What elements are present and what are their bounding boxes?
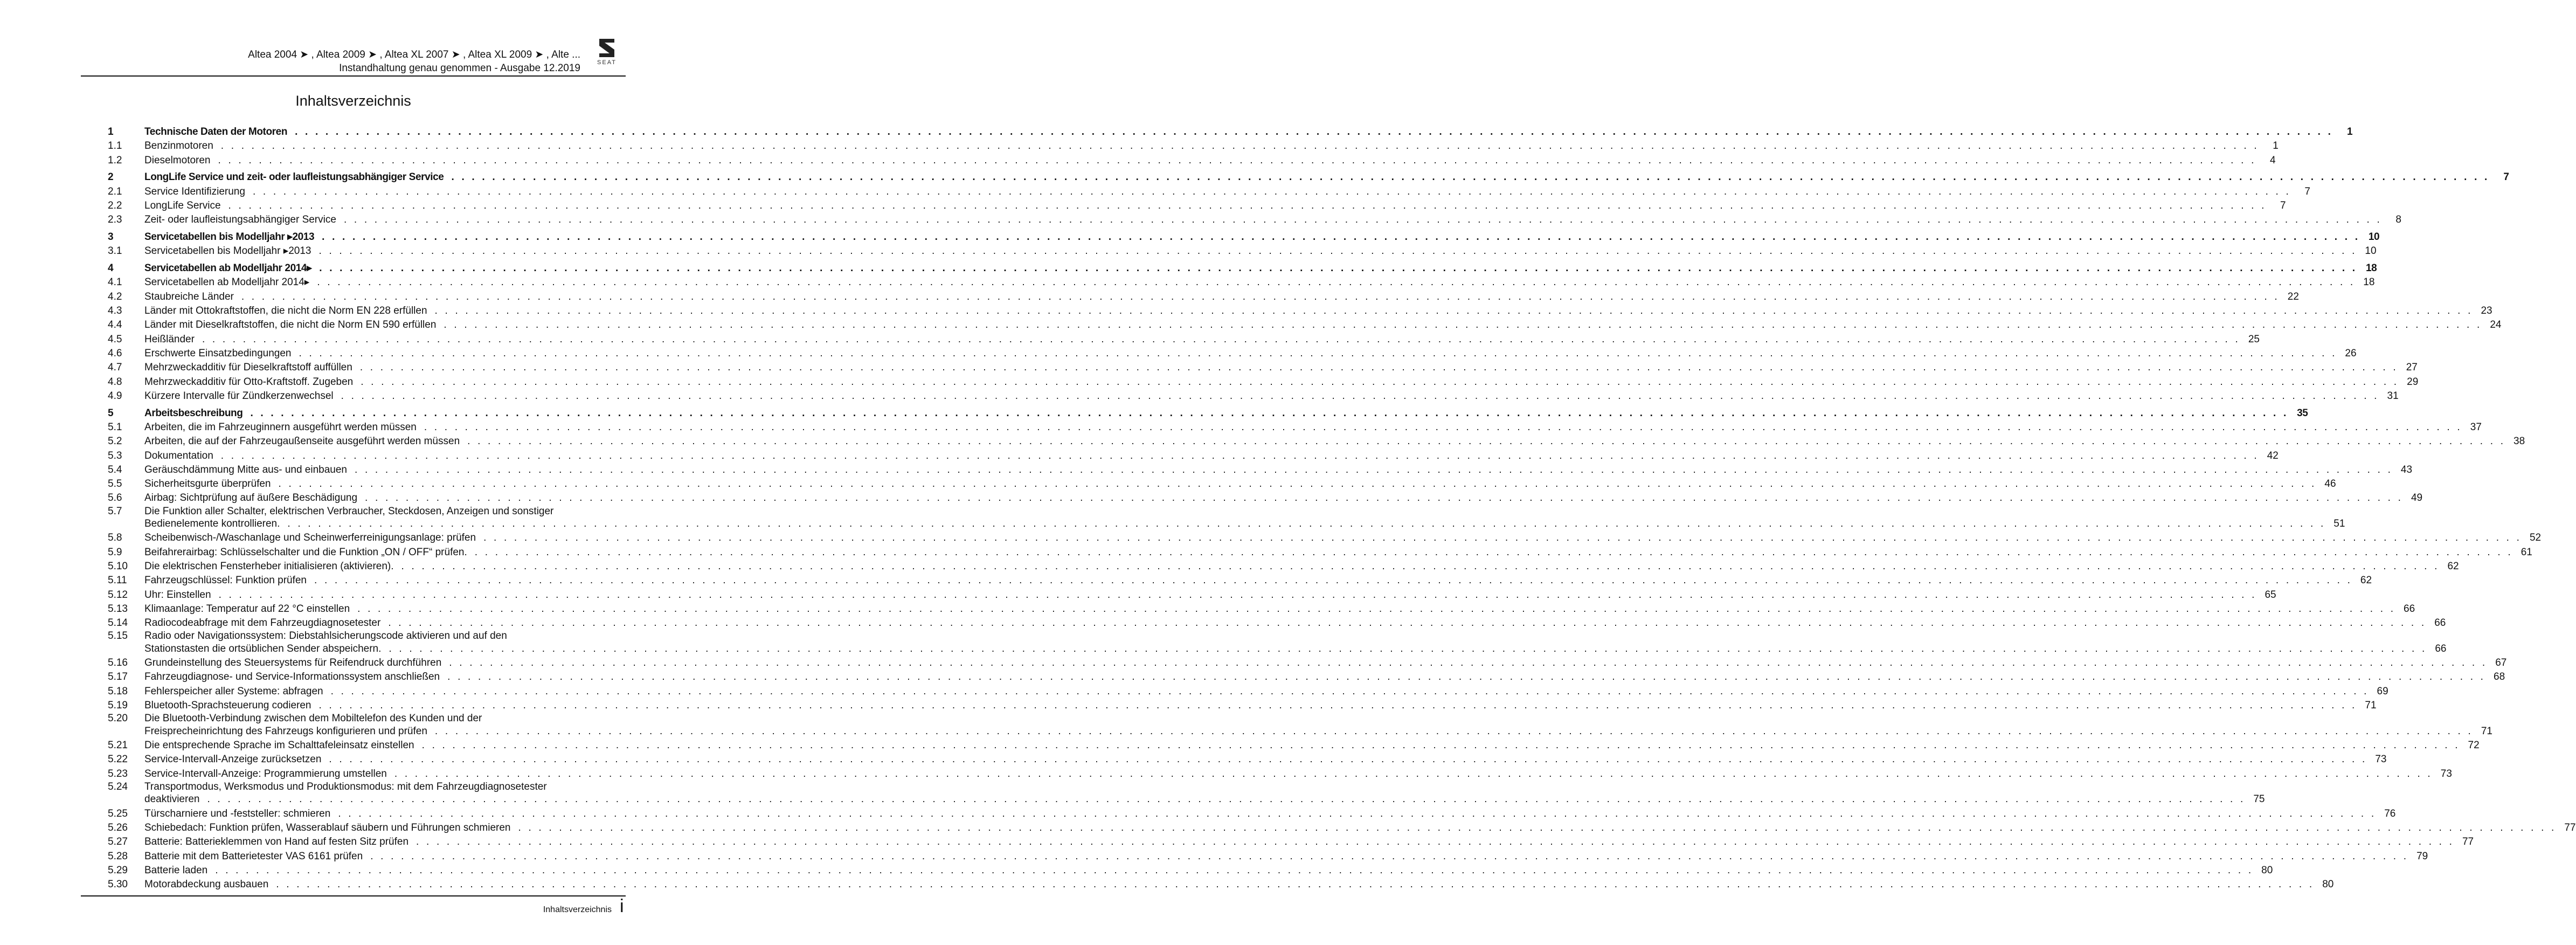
toc-entry[interactable] (108, 139, 2279, 153)
dot-leader: . . . . . . . . . . . . . . . . . . . . . . . . . . . . . . . . . . . . . . . . . . . . . . . . . . . . . . . . . . . . . . . . . . . . . . . . . . . . . . . . . . . . . . . . . . . . . . . . . . . . . . . . . . . . . . . . . . . . . . . . . . . . . . . . . . . . . . . . . . . . . . . . . . . . . . . . . . . . . . . . . . . . . . . . . . . . . . . . . . . . . . . . . . . . . . . . . . . . . . . . (317, 277, 2356, 288)
entry-page: 27 (2406, 362, 2418, 374)
toc-entry[interactable] (108, 685, 2388, 699)
dot-leader: . . . . . . . . . . . . . . . . . . . . . . . . . . . . . . . . . . . . . . . . . . . . . . . . . . . . . . . . . . . . . . . . . . . . . . . . . . . . . . . . . . . . . . . . . . . . . . . . . . . . . . . . . . . . . . . . . . . . . . . . . . . . . . . . . . . . . . . . . . . . . . . . . . . . . . . . . . . . . . . . . . . . . . . . . . . . . . . . . . . . . . . . . . . . . . . . . . . . . . . . (252, 185, 2291, 197)
entry-page: 80 (2322, 879, 2334, 891)
entry-page: 7 (2280, 199, 2286, 211)
entry-title-continued: Freisprecheinrichtung des Fahrzeugs konfigurieren und prüfen (144, 725, 427, 737)
dot-leader: . . . . . . . . . . . . . . . . . . . . . . . . . . . . . . . . . . . . . . . . . . . . . . . . . . . . . . . . . . . . . . . . . . . . . . . . . . . . . . . . . . . . . . . . . . . . . . . . . . . . . . . . . . . . . . . . . . . . . . . . . . . . . . . . . . . . . . . . . . . . . . . . . . . . . . . . . . . . . . . . . . . . . . . . . . . . . . . . . . . . . . . . . . . . . . . . . . . . . . . . (330, 685, 2369, 697)
dot-leader: . . . . . . . . . . . . . . . . . . . . . . . . . . . . . . . . . . . . . . . . . . . . . . . . . . . . . . . . . . . . . . . . . . . . . . . . . . . . . . . . . . . . . . . . . . . . . . . . . . . . . . . . . . . . . . . . . . . . . . . . . . . . . . . . . . . . . . . . . . . . . . . . . . . . . . . . . . . . . . . . . . . . . . . . . . . . . . . . . . . . . . . . . . . . . . . . . . . . . . . . (394, 768, 2433, 780)
entry-title: Technische Daten der Motoren (144, 126, 288, 137)
entry-number: 5.13 (108, 603, 128, 615)
entry-page: 43 (2400, 464, 2413, 475)
entry-title: Dieselmotoren (144, 154, 211, 166)
toc-entry-continued[interactable] (108, 792, 2265, 806)
entry-title: Radiocodeabfrage mit dem Fahrzeugdiagnosetester (144, 617, 381, 629)
entry-number: 4.5 (108, 333, 122, 345)
table-of-contents (108, 125, 2576, 892)
toc-entry[interactable] (108, 347, 2357, 361)
entry-number: 2.3 (108, 214, 122, 226)
entry-number: 5.6 (108, 492, 122, 504)
entry-page: 22 (2287, 291, 2299, 302)
entry-page: 8 (2395, 214, 2401, 226)
dot-leader: . . . . . . . . . . . . . . . . . . . . . . . . . . . . . . . . . . . . . . . . . . . . . . . . . . . . . . . . . . . . . . . . . . . . . . . . . . . . . . . . . . . . . . . . . . . . . . . . . . . . . . . . . . . . . . . . . . . . . . . . . . . . . . . . . . . . . . . . . . . . . . . . . . . . . . . . . . . . . . . . . . . . . . . . . . . . . . . . . . . . . . . . . . . . . . . . . . . . . . . . (218, 154, 2256, 166)
toc-chapter[interactable] (108, 406, 2308, 420)
entry-title: Grundeinstellung des Steuersystems für Reifendruck durchführen (144, 657, 442, 669)
entry-title-continued: Bedienelemente kontrollieren. (144, 518, 280, 530)
svg-text:SEAT: SEAT (597, 59, 617, 66)
toc-entry[interactable] (108, 713, 626, 724)
dot-leader: . . . . . . . . . . . . . . . . . . . . . . . . . . . . . . . . . . . . . . . . . . . . . . . . . . . . . . . . . . . . . . . . . . . . . . . . . . . . . . . . . . . . . . . . . . . . . . . . . . . . . . . . . . . . . . . . . . . . . . . . . . . . . . . . . . . . . . . . . . . . . . . . . . . . . . . . . . . . . . . . . . . . . . . . . . . . . . . . . . . . . . . . . . . . . . . . . . . . . . . . (434, 305, 2473, 317)
entry-number: 5.14 (108, 617, 128, 629)
toc-chapter[interactable] (108, 170, 2509, 184)
entry-page: 4 (2269, 154, 2276, 166)
dot-leader: . . . . . . . . . . . . . . . . . . . . . . . . . . . . . . . . . . . . . . . . . . . . . . . . . . . . . . . . . . . . . . . . . . . . . . . . . . . . . . . . . . . . . . . . . . . . . . . . . . . . . . . . . . . . . . . . . . . . . . . . . . . . . . . . . . . . . . . . . . . . . . . . . . . . . . . . . . . . . . . . . . . . . . . . . . . . . . . . . . . . . . . . . . . . . . . . . . . . . . . . (202, 333, 2240, 345)
entry-page: 7 (2503, 171, 2509, 183)
entry-title: Fehlerspeicher aller Systeme: abfragen (144, 685, 323, 697)
toc-entry[interactable] (108, 304, 2492, 318)
dot-leader: . . . . . . . . . . . . . . . . . . . . . . . . . . . . . . . . . . . . . . . . . . . . . . . . . . . . . . . . . . . . . . . . . . . . . . . . . . . . . . . . . . . . . . . . . . . . . . . . . . . . . . . . . . . . . . . . . . . . . . . . . . . . . . . . . . . . . . . . . . . . . . . . . . . . . . . . . . . . . . . . . . . . . . . . . . . . . . . . . . . . . . . . . . . . . . . . . . . . . . . . (218, 589, 2257, 601)
toc-entry[interactable] (108, 670, 2505, 684)
dot-leader: . . . . . . . . . . . . . . . . . . . . . . . . . . . . . . . . . . . . . . . . . . . . . . . . . . . . . . . . . . . . . . . . . . . . . . . . . . . . . . . . . . . . . . . . . . . . . . . . . . . . . . . . . . . . . . . . . . . . . . . . . . . . . . . . . . . . . . . . . . . . . . . . . . . . . . . . . . . . . . . . . . . . . . . . . . . . . . . . . . . . . . . . . . . . . . . . . . . . . . . . (447, 671, 2486, 683)
dot-leader: . . . . . . . . . . . . . . . . . . . . . . . . . . . . . . . . . . . . . . . . . . . . . . . . . . . . . . . . . . . . . . . . . . . . . . . . . . . . . . . . . . . . . . . . . . . . . . . . . . . . . . . . . . . . . . . . . . . . . . . . . . . . . . . . . . . . . . . . . . . . . . . . . . . . . . . . . . . . . . . . . . . . . . . . . . . . . . . . . . . . . . . . . . . . . . . . . . . . . . . . (228, 199, 2267, 211)
entry-title: Die Funktion aller Schalter, elektrischen Verbraucher, Steckdosen, Anzeigen und sonstiger (144, 505, 554, 517)
entry-number: 4 (108, 263, 114, 274)
entry-number: 5.18 (108, 685, 128, 697)
entry-number: 4.7 (108, 362, 122, 374)
toc-entry[interactable] (108, 333, 2260, 347)
entry-title: Airbag: Sichtprüfung auf äußere Beschädigung (144, 492, 358, 504)
entry-title: Geräuschdämmung Mitte aus- und einbauen (144, 464, 348, 475)
entry-number: 5.8 (108, 532, 122, 544)
entry-title: Servicetabellen bis Modelljahr ▸2013 (144, 245, 311, 257)
toc-entry[interactable] (108, 835, 2474, 849)
toc-entry[interactable] (108, 864, 2273, 878)
toc-entry[interactable] (108, 850, 2428, 864)
dot-leader: . . . . . . . . . . . . . . . . . . . . . . . . . . . . . . . . . . . . . . . . . . . . . . . . . . . . . . . . . . . . . . . . . . . . . . . . . . . . . . . . . . . . . . . . . . . . . . . . . . . . . . . . . . . . . . . . . . . . . . . . . . . . . . . . . . . . . . . . . . . . . . . . . . . . . . . . . . . . . . . . . . . . . . . . . . . . . . . . . . . . . . . . . . . . . . . . . . . . . . . . (220, 450, 2259, 461)
entry-page: 61 (2520, 546, 2532, 558)
entry-page: 66 (2435, 643, 2447, 654)
entry-page: 69 (2377, 685, 2388, 697)
toc-entry[interactable] (108, 753, 2387, 767)
entry-number: 4.4 (108, 319, 122, 331)
entry-title: Bluetooth-Sprachsteuerung codieren (144, 700, 311, 712)
footer-rule (81, 895, 626, 896)
toc-entry[interactable] (108, 656, 2507, 670)
entry-page: 77 (2564, 822, 2576, 833)
dot-leader: . . . . . . . . . . . . . . . . . . . . . . . . . . . . . . . . . . . . . . . . . . . . . . . . . . . . . . . . . . . . . . . . . . . . . . . . . . . . . . . . . . . . . . . . . . . . . . . . . . . . . . . . . . . . . . . . . . . . . . . . . . . . . . . . . . . . . . . . . . . . . . . . . . . . . . . . . . . . . . . . . . . . . . . . . . . . . . . . . . . . . . . . . . . . . . . . . . . . . . . . (276, 879, 2315, 891)
toc-entry[interactable] (108, 739, 2480, 753)
toc-entry[interactable] (108, 389, 2399, 403)
entry-title: Beifahrerairbag: Schlüsselschalter und die Funktion „ON / OFF“ prüfen. (144, 546, 467, 558)
entry-title: Heißländer (144, 333, 195, 345)
entry-number: 5.10 (108, 561, 128, 572)
footer-section: Inhaltsverzeichnis (543, 905, 612, 914)
entry-number: 5.30 (108, 879, 128, 891)
dot-leader: . . . . . . . . . . . . . . . . . . . . . . . . . . . . . . . . . . . . . . . . . . . . . . . . . . . . . . . . . . . . . . . . . . . . . . . . . . . . . . . . . . . . . . . . . . . . . . . . . . . . . . . . . . . . . . . . . . . . . . . . . . . . . . . . . . . . . . . . . . . . . . . . . . . . . . . . . . . . . . . . . . . . . . . . . . . . . . . . . . . . . . . . . . . . . . . . . . . . . . . . (401, 561, 2440, 572)
toc-entry-continued[interactable] (108, 517, 2345, 531)
entry-number: 3.1 (108, 245, 122, 257)
dot-leader: . . . . . . . . . . . . . . . . . . . . . . . . . . . . . . . . . . . . . . . . . . . . . . . . . . . . . . . . . . . . . . . . . . . . . . . . . . . . . . . . . . . . . . . . . . . . . . . . . . . . . . . . . . . . . . . . . . . . . . . . . . . . . . . . . . . . . . . . . . . . . . . . . . . . . . . . . . . . . . . . . . . . . . . . . . . . . . . . . . . . . . . . . . . . . . . . . . . . . . . . (341, 390, 2379, 402)
entry-title: LongLife Service und zeit- oder laufleistungsabhängiger Service (144, 171, 444, 183)
entry-title: Sicherheitsgurte überprüfen (144, 478, 271, 490)
header-rule (81, 75, 626, 77)
dot-leader: . . . . . . . . . . . . . . . . . . . . . . . . . . . . . . . . . . . . . . . . . . . . . . . . . . . . . . . . . . . . . . . . . . . . . . . . . . . . . . . . . . . . . . . . . . . . . . . . . . . . . . . . . . . . . . . . . . . . . . . . . . . . . . . . . . . . . . . . . . . . . . . . . . . . . . . . . . . . . . . . . . . . . . . . . . . . . . . . . . . . . . . . . . . . . . . . . . . . . . . . (295, 126, 2333, 137)
toc-entry[interactable] (108, 491, 2423, 505)
toc-entry[interactable] (108, 699, 2377, 713)
entry-number: 5.25 (108, 808, 128, 819)
dot-leader: . . . . . . . . . . . . . . . . . . . . . . . . . . . . . . . . . . . . . . . . . . . . . . . . . . . . . . . . . . . . . . . . . . . . . . . . . . . . . . . . . . . . . . . . . . . . . . . . . . . . . . . . . . . . . . . . . . . . . . . . . . . . . . . . . . . . . . . . . . . . . . . . . . . . . . . . . . . . . . . . . . . . . . . . . . . . . . . . . . . . . . . . . . . . . . . . . . . . . . . . (361, 376, 2399, 388)
entry-number: 1 (108, 126, 114, 137)
dot-leader: . . . . . . . . . . . . . . . . . . . . . . . . . . . . . . . . . . . . . . . . . . . . . . . . . . . . . . . . . . . . . . . . . . . . . . . . . . . . . . . . . . . . . . . . . . . . . . . . . . . . . . . . . . . . . . . . . . . . . . . . . . . . . . . . . . . . . . . . . . . . . . . . . . . . . . . . . . . . . . . . . . . . . . . . . . . . . . . . . . . . . . . . . . . . . . . . . . . . . . . . (343, 214, 2382, 226)
toc-entry[interactable] (108, 477, 2336, 491)
seat-logo (592, 38, 622, 66)
entry-number: 5.2 (108, 436, 122, 447)
footer-page-number: i (620, 896, 624, 916)
entry-title: Die entsprechende Sprache im Schalttafeleinsatz einstellen (144, 740, 414, 751)
toc-entry[interactable] (108, 463, 2413, 477)
entry-number: 2.1 (108, 185, 122, 197)
entry-number: 4.8 (108, 376, 122, 388)
entry-page: 35 (2297, 407, 2308, 419)
dot-leader: . . . . . . . . . . . . . . . . . . . . . . . . . . . . . . . . . . . . . . . . . . . . . . . . . . . . . . . . . . . . . . . . . . . . . . . . . . . . . . . . . . . . . . . . . . . . . . . . . . . . . . . . . . . . . . . . . . . . . . . . . . . . . . . . . . . . . . . . . . . . . . . . . . . . . . . . . . . . . . . . . . . . . . . . . . . . . . . . . . . . . . . . . . . . . . . . . . . . . . . . (444, 319, 2482, 331)
dot-leader: . . . . . . . . . . . . . . . . . . . . . . . . . . . . . . . . . . . . . . . . . . . . . . . . . . . . . . . . . . . . . . . . . . . . . . . . . . . . . . . . . . . . . . . . . . . . . . . . . . . . . . . . . . . . . . . . . . . . . . . . . . . . . . . . . . . . . . . . . . . . . . . . . . . . . . . . . . . . . . . . . . . . . . . . . . . . . . . . . . . . . . . . . . . . . . . . . . . . . . . . (434, 725, 2473, 737)
toc-entry-continued[interactable] (108, 642, 2447, 656)
entry-page: 24 (2490, 319, 2502, 331)
entry-page: 71 (2365, 700, 2377, 712)
toc-entry[interactable] (108, 616, 2446, 630)
dot-leader: . . . . . . . . . . . . . . . . . . . . . . . . . . . . . . . . . . . . . . . . . . . . . . . . . . . . . . . . . . . . . . . . . . . . . . . . . . . . . . . . . . . . . . . . . . . . . . . . . . . . . . . . . . . . . . . . . . . . . . . . . . . . . . . . . . . . . . . . . . . . . . . . . . . . . . . . . . . . . . . . . . . . . . . . . . . . . . . . . . . . . . . . . . . . . . . . . . . . . . . . (483, 532, 2522, 544)
page-title: Inhaltsverzeichnis (295, 93, 411, 109)
entry-title: Erschwerte Einsatzbedingungen (144, 347, 292, 359)
entry-number: 5.4 (108, 464, 122, 475)
entry-page: 10 (2368, 231, 2380, 243)
entry-title: Die elektrischen Fensterheber initialisieren (aktivieren). (144, 561, 394, 572)
entry-title: Scheibenwisch-/Waschanlage und Scheinwerferreinigungsanlage: prüfen (144, 532, 476, 544)
entry-title: Service Identifizierung (144, 185, 245, 197)
entry-title: Servicetabellen ab Modelljahr 2014▸ (144, 263, 312, 274)
entry-number: 5.28 (108, 850, 128, 862)
entry-page: 42 (2267, 450, 2279, 461)
entry-number: 5 (108, 407, 114, 419)
toc-entry[interactable] (108, 318, 2502, 332)
entry-title: Klimaanlage: Temperatur auf 22 °C einstellen (144, 603, 350, 615)
toc-entry[interactable] (108, 560, 2459, 574)
toc-entry[interactable] (108, 290, 2299, 304)
entry-page: 72 (2468, 740, 2480, 751)
entry-number: 5.29 (108, 864, 128, 876)
toc-entry[interactable] (108, 546, 2532, 560)
dot-leader: . . . . . . . . . . . . . . . . . . . . . . . . . . . . . . . . . . . . . . . . . . . . . . . . . . . . . . . . . . . . . . . . . . . . . . . . . . . . . . . . . . . . . . . . . . . . . . . . . . . . . . . . . . . . . . . . . . . . . . . . . . . . . . . . . . . . . . . . . . . . . . . . . . . . . . . . . . . . . . . . . . . . . . . . . . . . . . . . . . . . . . . . . . . . . . . . . . . . . . . . (318, 700, 2357, 712)
entry-title: Fahrzeugschlüssel: Funktion prüfen (144, 575, 307, 587)
entry-title: Motorabdeckung ausbauen (144, 879, 269, 891)
entry-page: 80 (2261, 864, 2273, 876)
entry-number: 2 (108, 171, 114, 183)
toc-entry[interactable] (108, 821, 2576, 835)
entry-title-continued: Stationstasten die ortsüblichen Sender abspeichern. (144, 643, 382, 654)
dot-leader: . . . . . . . . . . . . . . . . . . . . . . . . . . . . . . . . . . . . . . . . . . . . . . . . . . . . . . . . . . . . . . . . . . . . . . . . . . . . . . . . . . . . . . . . . . . . . . . . . . . . . . . . . . . . . . . . . . . . . . . . . . . . . . . . . . . . . . . . . . . . . . . . . . . . . . . . . . . . . . . . . . . . . . . . . . . . . . . . . . . . . . . . . . . . . . . . . . . . . . . . (388, 617, 2427, 629)
entry-number: 5.15 (108, 630, 128, 642)
entry-number: 1.1 (108, 140, 122, 152)
entry-title: Service-Intervall-Anzeige zurücksetzen (144, 754, 322, 765)
entry-title: Batterie: Batterieklemmen von Hand auf festen Sitz prüfen (144, 836, 409, 848)
toc-entry[interactable] (108, 154, 2276, 168)
dot-leader: . . . . . . . . . . . . . . . . . . . . . . . . . . . . . . . . . . . . . . . . . . . . . . . . . . . . . . . . . . . . . . . . . . . . . . . . . . . . . . . . . . . . . . . . . . . . . . . . . . . . . . . . . . . . . . . . . . . . . . . . . . . . . . . . . . . . . . . . . . . . . . . . . . . . . . . . . . . . . . . . . . . . . . . . . . . . . . . . . . . . . . . . . . . . . . . . . . . . . . . . (287, 518, 2326, 530)
dot-leader: . . . . . . . . . . . . . . . . . . . . . . . . . . . . . . . . . . . . . . . . . . . . . . . . . . . . . . . . . . . . . . . . . . . . . . . . . . . . . . . . . . . . . . . . . . . . . . . . . . . . . . . . . . . . . . . . . . . . . . . . . . . . . . . . . . . . . . . . . . . . . . . . . . . . . . . . . . . . . . . . . . . . . . . . . . . . . . . . . . . . . . . . . . . . . . . . . . . . . . . . (314, 575, 2353, 587)
entry-title: Kürzere Intervalle für Zündkerzenwechsel (144, 390, 334, 402)
entry-title: Mehrzweckadditiv für Otto-Kraftstoff. Zugeben (144, 376, 354, 388)
dot-leader: . . . . . . . . . . . . . . . . . . . . . . . . . . . . . . . . . . . . . . . . . . . . . . . . . . . . . . . . . . . . . . . . . . . . . . . . . . . . . . . . . . . . . . . . . . . . . . . . . . . . . . . . . . . . . . . . . . . . . . . . . . . . . . . . . . . . . . . . . . . . . . . . . . . . . . . . . . . . . . . . . . . . . . . . . . . . . . . . . . . . . . . . . . . . . . . . . . . . . . . . (318, 245, 2357, 257)
toc-chapter[interactable] (108, 261, 2377, 275)
toc-entry[interactable] (108, 199, 2286, 213)
entry-number: 5.16 (108, 657, 128, 669)
dot-leader: . . . . . . . . . . . . . . . . . . . . . . . . . . . . . . . . . . . . . . . . . . . . . . . . . . . . . . . . . . . . . . . . . . . . . . . . . . . . . . . . . . . . . . . . . . . . . . . . . . . . . . . . . . . . . . . . . . . . . . . . . . . . . . . . . . . . . . . . . . . . . . . . . . . . . . . . . . . . . . . . . . . . . . . . . . . . . . . . . . . . . . . . . . . . . . . . . . . . . . . . (322, 231, 2360, 243)
toc-entry[interactable] (108, 420, 2482, 434)
dot-leader: . . . . . . . . . . . . . . . . . . . . . . . . . . . . . . . . . . . . . . . . . . . . . . . . . . . . . . . . . . . . . . . . . . . . . . . . . . . . . . . . . . . . . . . . . . . . . . . . . . . . . . . . . . . . . . . . . . . . . . . . . . . . . . . . . . . . . . . . . . . . . . . . . . . . . . . . . . . . . . . . . . . . . . . . . . . . . . . . . . . . . . . . . . . . . . . . . . . . . . . . (518, 822, 2557, 833)
entry-page: 65 (2265, 589, 2276, 601)
dot-leader: . . . . . . . . . . . . . . . . . . . . . . . . . . . . . . . . . . . . . . . . . . . . . . . . . . . . . . . . . . . . . . . . . . . . . . . . . . . . . . . . . . . . . . . . . . . . . . . . . . . . . . . . . . . . . . . . . . . . . . . . . . . . . . . . . . . . . . . . . . . . . . . . . . . . . . . . . . . . . . . . . . . . . . . . . . . . . . . . . . . . . . . . . . . . . . . . . . . . . . . . (215, 864, 2254, 876)
entry-title: Batterie mit dem Batterietester VAS 6161 prüfen (144, 850, 363, 862)
entry-number: 5.1 (108, 421, 122, 433)
entry-number: 5.9 (108, 546, 122, 558)
dot-leader: . . . . . . . . . . . . . . . . . . . . . . . . . . . . . . . . . . . . . . . . . . . . . . . . . . . . . . . . . . . . . . . . . . . . . . . . . . . . . . . . . . . . . . . . . . . . . . . . . . . . . . . . . . . . . . . . . . . . . . . . . . . . . . . . . . . . . . . . . . . . . . . . . . . . . . . . . . . . . . . . . . . . . . . . . . . . . . . . . . . . . . . . . . . . . . . . . . . . . . . . (467, 436, 2506, 447)
entry-title: Schiebedach: Funktion prüfen, Wasserablauf säubern und Führungen schmieren (144, 822, 511, 833)
entry-number: 3 (108, 231, 114, 243)
entry-page: 52 (2529, 532, 2542, 544)
entry-number: 5.11 (108, 575, 127, 587)
entry-page: 66 (2434, 617, 2446, 629)
entry-number: 5.7 (108, 505, 122, 517)
toc-entry[interactable] (108, 275, 2375, 289)
dot-leader: . . . . . . . . . . . . . . . . . . . . . . . . . . . . . . . . . . . . . . . . . . . . . . . . . . . . . . . . . . . . . . . . . . . . . . . . . . . . . . . . . . . . . . . . . . . . . . . . . . . . . . . . . . . . . . . . . . . . . . . . . . . . . . . . . . . . . . . . . . . . . . . . . . . . . . . . . . . . . . . . . . . . . . . . . . . . . . . . . . . . . . . . . . . . . . . . . . . . . . . . (207, 794, 2246, 805)
entry-number: 5.20 (108, 713, 128, 725)
entry-page: 77 (2462, 836, 2474, 848)
toc-entry[interactable] (108, 630, 626, 642)
entry-page: 71 (2481, 725, 2492, 737)
entry-number: 5.17 (108, 671, 128, 683)
entry-page: 79 (2416, 850, 2428, 862)
entry-title: Benzinmotoren (144, 140, 213, 152)
entry-page: 29 (2407, 376, 2419, 388)
dot-leader: . . . . . . . . . . . . . . . . . . . . . . . . . . . . . . . . . . . . . . . . . . . . . . . . . . . . . . . . . . . . . . . . . . . . . . . . . . . . . . . . . . . . . . . . . . . . . . . . . . . . . . . . . . . . . . . . . . . . . . . . . . . . . . . . . . . . . . . . . . . . . . . . . . . . . . . . . . . . . . . . . . . . . . . . . . . . . . . . . . . . . . . . . . . . . . . . . . . . . . . . (357, 603, 2396, 615)
entry-title: Zeit- oder laufleistungsabhängiger Service (144, 214, 336, 226)
entry-number: 5.26 (108, 822, 128, 833)
entry-page: 68 (2494, 671, 2505, 683)
dot-leader: . . . . . . . . . . . . . . . . . . . . . . . . . . . . . . . . . . . . . . . . . . . . . . . . . . . . . . . . . . . . . . . . . . . . . . . . . . . . . . . . . . . . . . . . . . . . . . . . . . . . . . . . . . . . . . . . . . . . . . . . . . . . . . . . . . . . . . . . . . . . . . . . . . . . . . . . . . . . . . . . . . . . . . . . . . . . . . . . . . . . . . . . . . . . . . . . . . . . . . . . (250, 407, 2289, 419)
dot-leader: . . . . . . . . . . . . . . . . . . . . . . . . . . . . . . . . . . . . . . . . . . . . . . . . . . . . . . . . . . . . . . . . . . . . . . . . . . . . . . . . . . . . . . . . . . . . . . . . . . . . . . . . . . . . . . . . . . . . . . . . . . . . . . . . . . . . . . . . . . . . . . . . . . . . . . . . . . . . . . . . . . . . . . . . . . . . . . . . . . . . . . . . . . . . . . . . . . . . . . . . (474, 546, 2513, 558)
entry-title: Arbeitsbeschreibung (144, 407, 243, 419)
dot-leader: . . . . . . . . . . . . . . . . . . . . . . . . . . . . . . . . . . . . . . . . . . . . . . . . . . . . . . . . . . . . . . . . . . . . . . . . . . . . . . . . . . . . . . . . . . . . . . . . . . . . . . . . . . . . . . . . . . . . . . . . . . . . . . . . . . . . . . . . . . . . . . . . . . . . . . . . . . . . . . . . . . . . . . . . . . . . . . . . . . . . . . . . . . . . . . . . . . . . . . . . (220, 140, 2259, 152)
entry-number: 5.22 (108, 754, 128, 765)
entry-title: Dokumentation (144, 450, 213, 461)
toc-entry[interactable] (108, 602, 2415, 616)
entry-page: 66 (2404, 603, 2415, 615)
dot-leader: . . . . . . . . . . . . . . . . . . . . . . . . . . . . . . . . . . . . . . . . . . . . . . . . . . . . . . . . . . . . . . . . . . . . . . . . . . . . . . . . . . . . . . . . . . . . . . . . . . . . . . . . . . . . . . . . . . . . . . . . . . . . . . . . . . . . . . . . . . . . . . . . . . . . . . . . . . . . . . . . . . . . . . . . . . . . . . . . . . . . . . . . . . . . . . . . . . . . . . . . (416, 836, 2455, 848)
entry-title: Servicetabellen ab Modelljahr 2014▸ (144, 277, 310, 288)
entry-number: 4.3 (108, 305, 122, 317)
toc-chapter[interactable] (108, 230, 2380, 244)
dot-leader: . . . . . . . . . . . . . . . . . . . . . . . . . . . . . . . . . . . . . . . . . . . . . . . . . . . . . . . . . . . . . . . . . . . . . . . . . . . . . . . . . . . . . . . . . . . . . . . . . . . . . . . . . . . . . . . . . . . . . . . . . . . . . . . . . . . . . . . . . . . . . . . . . . . . . . . . . . . . . . . . . . . . . . . . . . . . . . . . . . . . . . . . . . . . . . . . . . . . . . . . (451, 171, 2490, 183)
entry-page: 7 (2304, 185, 2310, 197)
header-subtitle: Instandhaltung genau genommen - Ausgabe 12.2019 (339, 63, 580, 74)
entry-page: 49 (2411, 492, 2423, 504)
toc-entry[interactable] (108, 185, 2310, 199)
entry-page: 62 (2447, 561, 2459, 572)
dot-leader: . . . . . . . . . . . . . . . . . . . . . . . . . . . . . . . . . . . . . . . . . . . . . . . . . . . . . . . . . . . . . . . . . . . . . . . . . . . . . . . . . . . . . . . . . . . . . . . . . . . . . . . . . . . . . . . . . . . . . . . . . . . . . . . . . . . . . . . . . . . . . . . . . . . . . . . . . . . . . . . . . . . . . . . . . . . . . . . . . . . . . . . . . . . . . . . . . . . . . . . . (370, 850, 2409, 862)
entry-title: Arbeiten, die im Fahrzeuginnern ausgeführt werden müssen (144, 421, 417, 433)
toc-entry[interactable] (108, 807, 2396, 821)
entry-number: 4.6 (108, 347, 122, 359)
entry-title: Fahrzeugdiagnose- und Service-Informationssystem anschließen (144, 671, 440, 683)
entry-page: 1 (2346, 126, 2353, 137)
entry-number: 4.9 (108, 390, 122, 402)
entry-title: Staubreiche Länder (144, 291, 234, 302)
entry-page: 62 (2360, 575, 2372, 587)
dot-leader: . . . . . . . . . . . . . . . . . . . . . . . . . . . . . . . . . . . . . . . . . . . . . . . . . . . . . . . . . . . . . . . . . . . . . . . . . . . . . . . . . . . . . . . . . . . . . . . . . . . . . . . . . . . . . . . . . . . . . . . . . . . . . . . . . . . . . . . . . . . . . . . . . . . . . . . . . . . . . . . . . . . . . . . . . . . . . . . . . . . . . . . . . . . . . . . . . . . . . . . . (299, 347, 2337, 359)
entry-title: Die Bluetooth-Verbindung zwischen dem Mobiltelefon des Kunden und der (144, 713, 482, 725)
entry-page: 67 (2495, 657, 2507, 669)
toc-entry[interactable] (108, 574, 2372, 588)
entry-title-continued: deaktivieren (144, 794, 200, 805)
entry-number: 5.12 (108, 589, 128, 601)
entry-title: Arbeiten, die auf der Fahrzeugaußenseite ausgeführt werden müssen (144, 436, 460, 447)
toc-entry[interactable] (108, 506, 626, 517)
entry-page: 37 (2470, 421, 2482, 433)
toc-entry[interactable] (108, 449, 2279, 463)
entry-page: 10 (2365, 245, 2377, 257)
entry-page: 1 (2273, 140, 2279, 152)
entry-page: 26 (2345, 347, 2357, 359)
toc-entry[interactable] (108, 531, 2542, 545)
entry-page: 76 (2384, 808, 2396, 819)
dot-leader: . . . . . . . . . . . . . . . . . . . . . . . . . . . . . . . . . . . . . . . . . . . . . . . . . . . . . . . . . . . . . . . . . . . . . . . . . . . . . . . . . . . . . . . . . . . . . . . . . . . . . . . . . . . . . . . . . . . . . . . . . . . . . . . . . . . . . . . . . . . . . . . . . . . . . . . . . . . . . . . . . . . . . . . . . . . . . . . . . . . . . . . . . . . . . . . . . . . . . . . . (241, 291, 2280, 302)
entry-title: Mehrzweckadditiv für Dieselkraftstoff auffüllen (144, 362, 352, 374)
dot-leader: . . . . . . . . . . . . . . . . . . . . . . . . . . . . . . . . . . . . . . . . . . . . . . . . . . . . . . . . . . . . . . . . . . . . . . . . . . . . . . . . . . . . . . . . . . . . . . . . . . . . . . . . . . . . . . . . . . . . . . . . . . . . . . . . . . . . . . . . . . . . . . . . . . . . . . . . . . . . . . . . . . . . . . . . . . . . . . . . . . . . . . . . . . . . . . . . . . . . . . . . (278, 478, 2317, 490)
entry-number: 4.1 (108, 277, 122, 288)
dot-leader: . . . . . . . . . . . . . . . . . . . . . . . . . . . . . . . . . . . . . . . . . . . . . . . . . . . . . . . . . . . . . . . . . . . . . . . . . . . . . . . . . . . . . . . . . . . . . . . . . . . . . . . . . . . . . . . . . . . . . . . . . . . . . . . . . . . . . . . . . . . . . . . . . . . . . . . . . . . . . . . . . . . . . . . . . . . . . . . . . . . . . . . . . . . . . . . . . . . . . . . . (319, 263, 2358, 274)
entry-number: 5.3 (108, 450, 122, 461)
entry-page: 18 (2363, 277, 2375, 288)
toc-entry[interactable] (108, 244, 2377, 258)
entry-number: 5.24 (108, 781, 128, 792)
entry-title: Länder mit Dieselkraftstoffen, die nicht die Norm EN 590 erfüllen (144, 319, 437, 331)
toc-chapter[interactable] (108, 125, 2353, 139)
entry-number: 1.2 (108, 154, 122, 166)
entry-title: Transportmodus, Werksmodus und Produktionsmodus: mit dem Fahrzeugdiagnosetester (144, 781, 547, 792)
toc-entry-continued[interactable] (108, 725, 2492, 739)
dot-leader: . . . . . . . . . . . . . . . . . . . . . . . . . . . . . . . . . . . . . . . . . . . . . . . . . . . . . . . . . . . . . . . . . . . . . . . . . . . . . . . . . . . . . . . . . . . . . . . . . . . . . . . . . . . . . . . . . . . . . . . . . . . . . . . . . . . . . . . . . . . . . . . . . . . . . . . . . . . . . . . . . . . . . . . . . . . . . . . . . . . . . . . . . . . . . . . . . . . . . . . . (359, 362, 2398, 374)
toc-entry[interactable] (108, 767, 2452, 781)
dot-leader: . . . . . . . . . . . . . . . . . . . . . . . . . . . . . . . . . . . . . . . . . . . . . . . . . . . . . . . . . . . . . . . . . . . . . . . . . . . . . . . . . . . . . . . . . . . . . . . . . . . . . . . . . . . . . . . . . . . . . . . . . . . . . . . . . . . . . . . . . . . . . . . . . . . . . . . . . . . . . . . . . . . . . . . . . . . . . . . . . . . . . . . . . . . . . . . . . . . . . . . . (449, 657, 2488, 669)
entry-page: 18 (2365, 263, 2377, 274)
entry-title: Servicetabellen bis Modelljahr ▸2013 (144, 231, 315, 243)
entry-number: 5.27 (108, 836, 128, 848)
dot-leader: . . . . . . . . . . . . . . . . . . . . . . . . . . . . . . . . . . . . . . . . . . . . . . . . . . . . . . . . . . . . . . . . . . . . . . . . . . . . . . . . . . . . . . . . . . . . . . . . . . . . . . . . . . . . . . . . . . . . . . . . . . . . . . . . . . . . . . . . . . . . . . . . . . . . . . . . . . . . . . . . . . . . . . . . . . . . . . . . . . . . . . . . . . . . . . . . . . . . . . . . (389, 643, 2427, 654)
entry-title: Türscharniere und -feststeller: schmieren (144, 808, 331, 819)
dot-leader: . . . . . . . . . . . . . . . . . . . . . . . . . . . . . . . . . . . . . . . . . . . . . . . . . . . . . . . . . . . . . . . . . . . . . . . . . . . . . . . . . . . . . . . . . . . . . . . . . . . . . . . . . . . . . . . . . . . . . . . . . . . . . . . . . . . . . . . . . . . . . . . . . . . . . . . . . . . . . . . . . . . . . . . . . . . . . . . . . . . . . . . . . . . . . . . . . . . . . . . . (365, 492, 2404, 504)
entry-title: Service-Intervall-Anzeige: Programmierung umstellen (144, 768, 387, 780)
entry-title: Batterie laden (144, 864, 208, 876)
header-models: Altea 2004 ➤ , Altea 2009 ➤ , Altea XL 2007 ➤ , Altea XL 2009 ➤ , Alte ... (248, 49, 580, 60)
entry-number: 5.23 (108, 768, 128, 780)
entry-page: 73 (2375, 754, 2387, 765)
entry-page: 25 (2248, 333, 2260, 345)
entry-page: 73 (2440, 768, 2452, 780)
entry-title: Uhr: Einstellen (144, 589, 211, 601)
entry-title: Länder mit Ottokraftstoffen, die nicht die Norm EN 228 erfüllen (144, 305, 427, 317)
toc-entry[interactable] (108, 588, 2276, 602)
dot-leader: . . . . . . . . . . . . . . . . . . . . . . . . . . . . . . . . . . . . . . . . . . . . . . . . . . . . . . . . . . . . . . . . . . . . . . . . . . . . . . . . . . . . . . . . . . . . . . . . . . . . . . . . . . . . . . . . . . . . . . . . . . . . . . . . . . . . . . . . . . . . . . . . . . . . . . . . . . . . . . . . . . . . . . . . . . . . . . . . . . . . . . . . . . . . . . . . . . . . . . . . (355, 464, 2393, 475)
toc-entry[interactable] (108, 361, 2418, 375)
entry-title: Radio oder Navigationssystem: Diebstahlsicherungscode aktivieren und auf den (144, 630, 507, 642)
entry-number: 5.19 (108, 700, 128, 712)
entry-title: LongLife Service (144, 199, 221, 211)
entry-page: 23 (2481, 305, 2492, 317)
entry-page: 75 (2253, 794, 2265, 805)
entry-page: 51 (2333, 518, 2345, 530)
dot-leader: . . . . . . . . . . . . . . . . . . . . . . . . . . . . . . . . . . . . . . . . . . . . . . . . . . . . . . . . . . . . . . . . . . . . . . . . . . . . . . . . . . . . . . . . . . . . . . . . . . . . . . . . . . . . . . . . . . . . . . . . . . . . . . . . . . . . . . . . . . . . . . . . . . . . . . . . . . . . . . . . . . . . . . . . . . . . . . . . . . . . . . . . . . . . . . . . . . . . . . . . (329, 754, 2367, 765)
toc-entry[interactable] (108, 781, 626, 792)
toc-entry[interactable] (108, 878, 2334, 892)
entry-number: 5.5 (108, 478, 122, 490)
toc-entry[interactable] (108, 213, 2401, 227)
entry-page: 31 (2387, 390, 2399, 402)
toc-entry[interactable] (108, 434, 2525, 449)
entry-page: 38 (2513, 436, 2525, 447)
entry-page: 46 (2324, 478, 2336, 490)
dot-leader: . . . . . . . . . . . . . . . . . . . . . . . . . . . . . . . . . . . . . . . . . . . . . . . . . . . . . . . . . . . . . . . . . . . . . . . . . . . . . . . . . . . . . . . . . . . . . . . . . . . . . . . . . . . . . . . . . . . . . . . . . . . . . . . . . . . . . . . . . . . . . . . . . . . . . . . . . . . . . . . . . . . . . . . . . . . . . . . . . . . . . . . . . . . . . . . . . . . . . . . . (421, 740, 2460, 751)
toc-entry[interactable] (108, 375, 2419, 389)
entry-number: 5.21 (108, 740, 128, 751)
entry-number: 2.2 (108, 199, 122, 211)
dot-leader: . . . . . . . . . . . . . . . . . . . . . . . . . . . . . . . . . . . . . . . . . . . . . . . . . . . . . . . . . . . . . . . . . . . . . . . . . . . . . . . . . . . . . . . . . . . . . . . . . . . . . . . . . . . . . . . . . . . . . . . . . . . . . . . . . . . . . . . . . . . . . . . . . . . . . . . . . . . . . . . . . . . . . . . . . . . . . . . . . . . . . . . . . . . . . . . . . . . . . . . . (338, 808, 2377, 819)
dot-leader: . . . . . . . . . . . . . . . . . . . . . . . . . . . . . . . . . . . . . . . . . . . . . . . . . . . . . . . . . . . . . . . . . . . . . . . . . . . . . . . . . . . . . . . . . . . . . . . . . . . . . . . . . . . . . . . . . . . . . . . . . . . . . . . . . . . . . . . . . . . . . . . . . . . . . . . . . . . . . . . . . . . . . . . . . . . . . . . . . . . . . . . . . . . . . . . . . . . . . . . . (424, 421, 2462, 433)
entry-number: 4.2 (108, 291, 122, 302)
